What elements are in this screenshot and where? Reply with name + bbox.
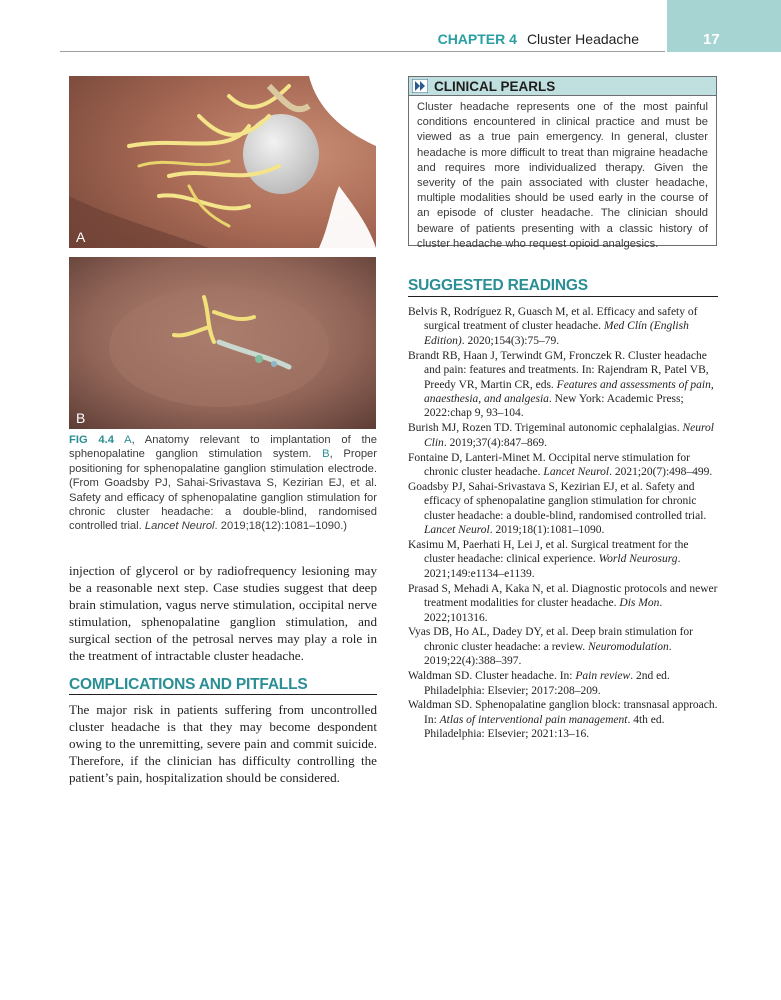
figure-panel-b — [69, 257, 376, 429]
chapter-title: Cluster Headache — [526, 31, 639, 47]
reference-list — [408, 305, 720, 742]
electrode-illustration-b — [69, 257, 376, 429]
complications-heading: COMPLICATIONS AND PITFALLS — [69, 676, 308, 693]
figure-panel-a — [69, 76, 376, 248]
panel-letter-a: A — [76, 229, 86, 245]
page-number: 17 — [703, 31, 720, 48]
reference-item: Burish MJ, Rozen TD. Trigeminal autonomic cephalalgias. Neurol Clin. 2019;37(4):847–869. — [408, 422, 715, 449]
clinical-pearls-box — [408, 76, 717, 250]
reference-item: Waldman SD. Sphenopalatine ganglion block: transnasal approach. In: Atlas of interventional pain management. 4th ed. Philadelphia: Elsevier; 2021:13–16. — [408, 699, 718, 741]
clinical-pearls-bar — [409, 77, 716, 96]
reference-item: Goadsby PJ, Sahai-Srivastava S, Kezirian EJ, et al. Safety and efficacy of sphenopalatine ganglion stimulation for chronic cluster headache: a double-blind, randomised controlled trial. Lancet Neurol. 2019;18(1):1081–1090. — [408, 480, 707, 537]
page-number-tab — [667, 0, 781, 52]
reference-item: Fontaine D, Lanteri-Minet M. Occipital nerve stimulation for chronic cluster headache. Lancet Neurol. 2021;20(7):498–499. — [408, 451, 713, 478]
body-paragraph-1: injection of glycerol or by radiofrequency lesioning may be a reasonable next step. Case studies suggest that deep brain stimulation, vagus nerve stimulation, occipital nerve stimulation, sphenopalatine ganglion stimulation, and surgical section of the petrosal nerves may play a role in the treatment of intractable cluster headache. — [69, 563, 377, 663]
caption-text-b: , Proper positioning for sphenopalatine ganglion stimulation electrode. (From Goadsby PJ, Sahai-Srivastava S, Kezirian EJ, et al. Safety and efficacy of sphenopalatine ganglion stimulation for chronic cluster headache: a double-blind, randomised controlled trial. — [69, 448, 377, 533]
anatomy-illustration-a — [69, 76, 376, 248]
body-paragraph-2: The major risk in patients suffering from uncontrolled cluster headache is that they may become despondent owing to the unremitting, severe pain and commit suicide. Therefore, if the clinician has difficulty controlling the patient’s pain, hospitalization should be considered. — [69, 702, 377, 785]
suggested-readings-heading: SUGGESTED READINGS — [408, 277, 588, 294]
caption-journal: Lancet Neurol — [144, 520, 215, 533]
running-header — [438, 31, 639, 47]
clinical-pearls-title: CLINICAL PEARLS — [434, 78, 556, 94]
reference-item: Belvis R, Rodríguez R, Guasch M, et al. Efficacy and safety of surgical treatment of cluster headache. Med Clín (English Edition). 2020;154(3):75–79. — [408, 306, 698, 347]
caption-text-a: , Anatomy relevant to implantation of the sphenopalatine ganglion stimulation system. — [69, 434, 377, 461]
complications-rule — [69, 694, 377, 695]
suggested-readings-rule — [408, 296, 718, 297]
caption-panel-a: A — [124, 434, 132, 446]
reference-item: Kasimu M, Paerhati H, Lei J, et al. Surgical treatment for the cluster headache: clinical experience. World Neurosurg. 2021;149:e1134–e1139. — [408, 539, 689, 580]
reference-item: Vyas DB, Ho AL, Dadey DY, et al. Deep brain stimulation for chronic cluster headache: a review. Neuromodulation. 2019;22(4):388–397. — [408, 626, 694, 668]
caption-panel-b: B — [322, 448, 330, 461]
clinical-pearls-text: Cluster headache represents one of the most painful conditions encountered in clinical practice and must be viewed as a true pain emergency. In general, cluster headache is more difficult to treat than migraine headache and requires more individualized therapy. Given the severity of the pain associated with cluster headache, multiple modalities should be used early in the course of an episode of cluster headache. The clinician should beware of patients presenting with a classic history of cluster headache who request opioid analgesics. — [417, 101, 708, 250]
figure-caption — [69, 433, 377, 534]
reference-item: Brandt RB, Haan J, Terwindt GM, Fronczek R. Cluster headache and pain: features and treatments. In: Rajendram R, Patel VB, Preedy VR, Martin CR, eds. Features and assessments of pain, anaesthesia, and analgesia. New York: Academic Press; 2022:chap 9, 93–104. — [408, 349, 714, 420]
chapter-label: CHAPTER 4 — [437, 31, 517, 47]
figure-label: FIG 4.4 — [69, 434, 114, 446]
double-chevron-icon — [411, 77, 429, 95]
header-rule — [60, 51, 665, 52]
panel-letter-b: B — [76, 410, 86, 426]
reference-item: Prasad S, Mehadi A, Kaka N, et al. Diagnostic protocols and newer treatment modalities for cluster headache. Dis Mon. 2022;101316. — [408, 582, 718, 624]
reference-item: Waldman SD. Cluster headache. In: Pain review. 2nd ed. Philadelphia: Elsevier; 2017:208–209. — [408, 670, 670, 697]
caption-text-end: . 2019;18(12):1081–1090.) — [214, 520, 348, 533]
